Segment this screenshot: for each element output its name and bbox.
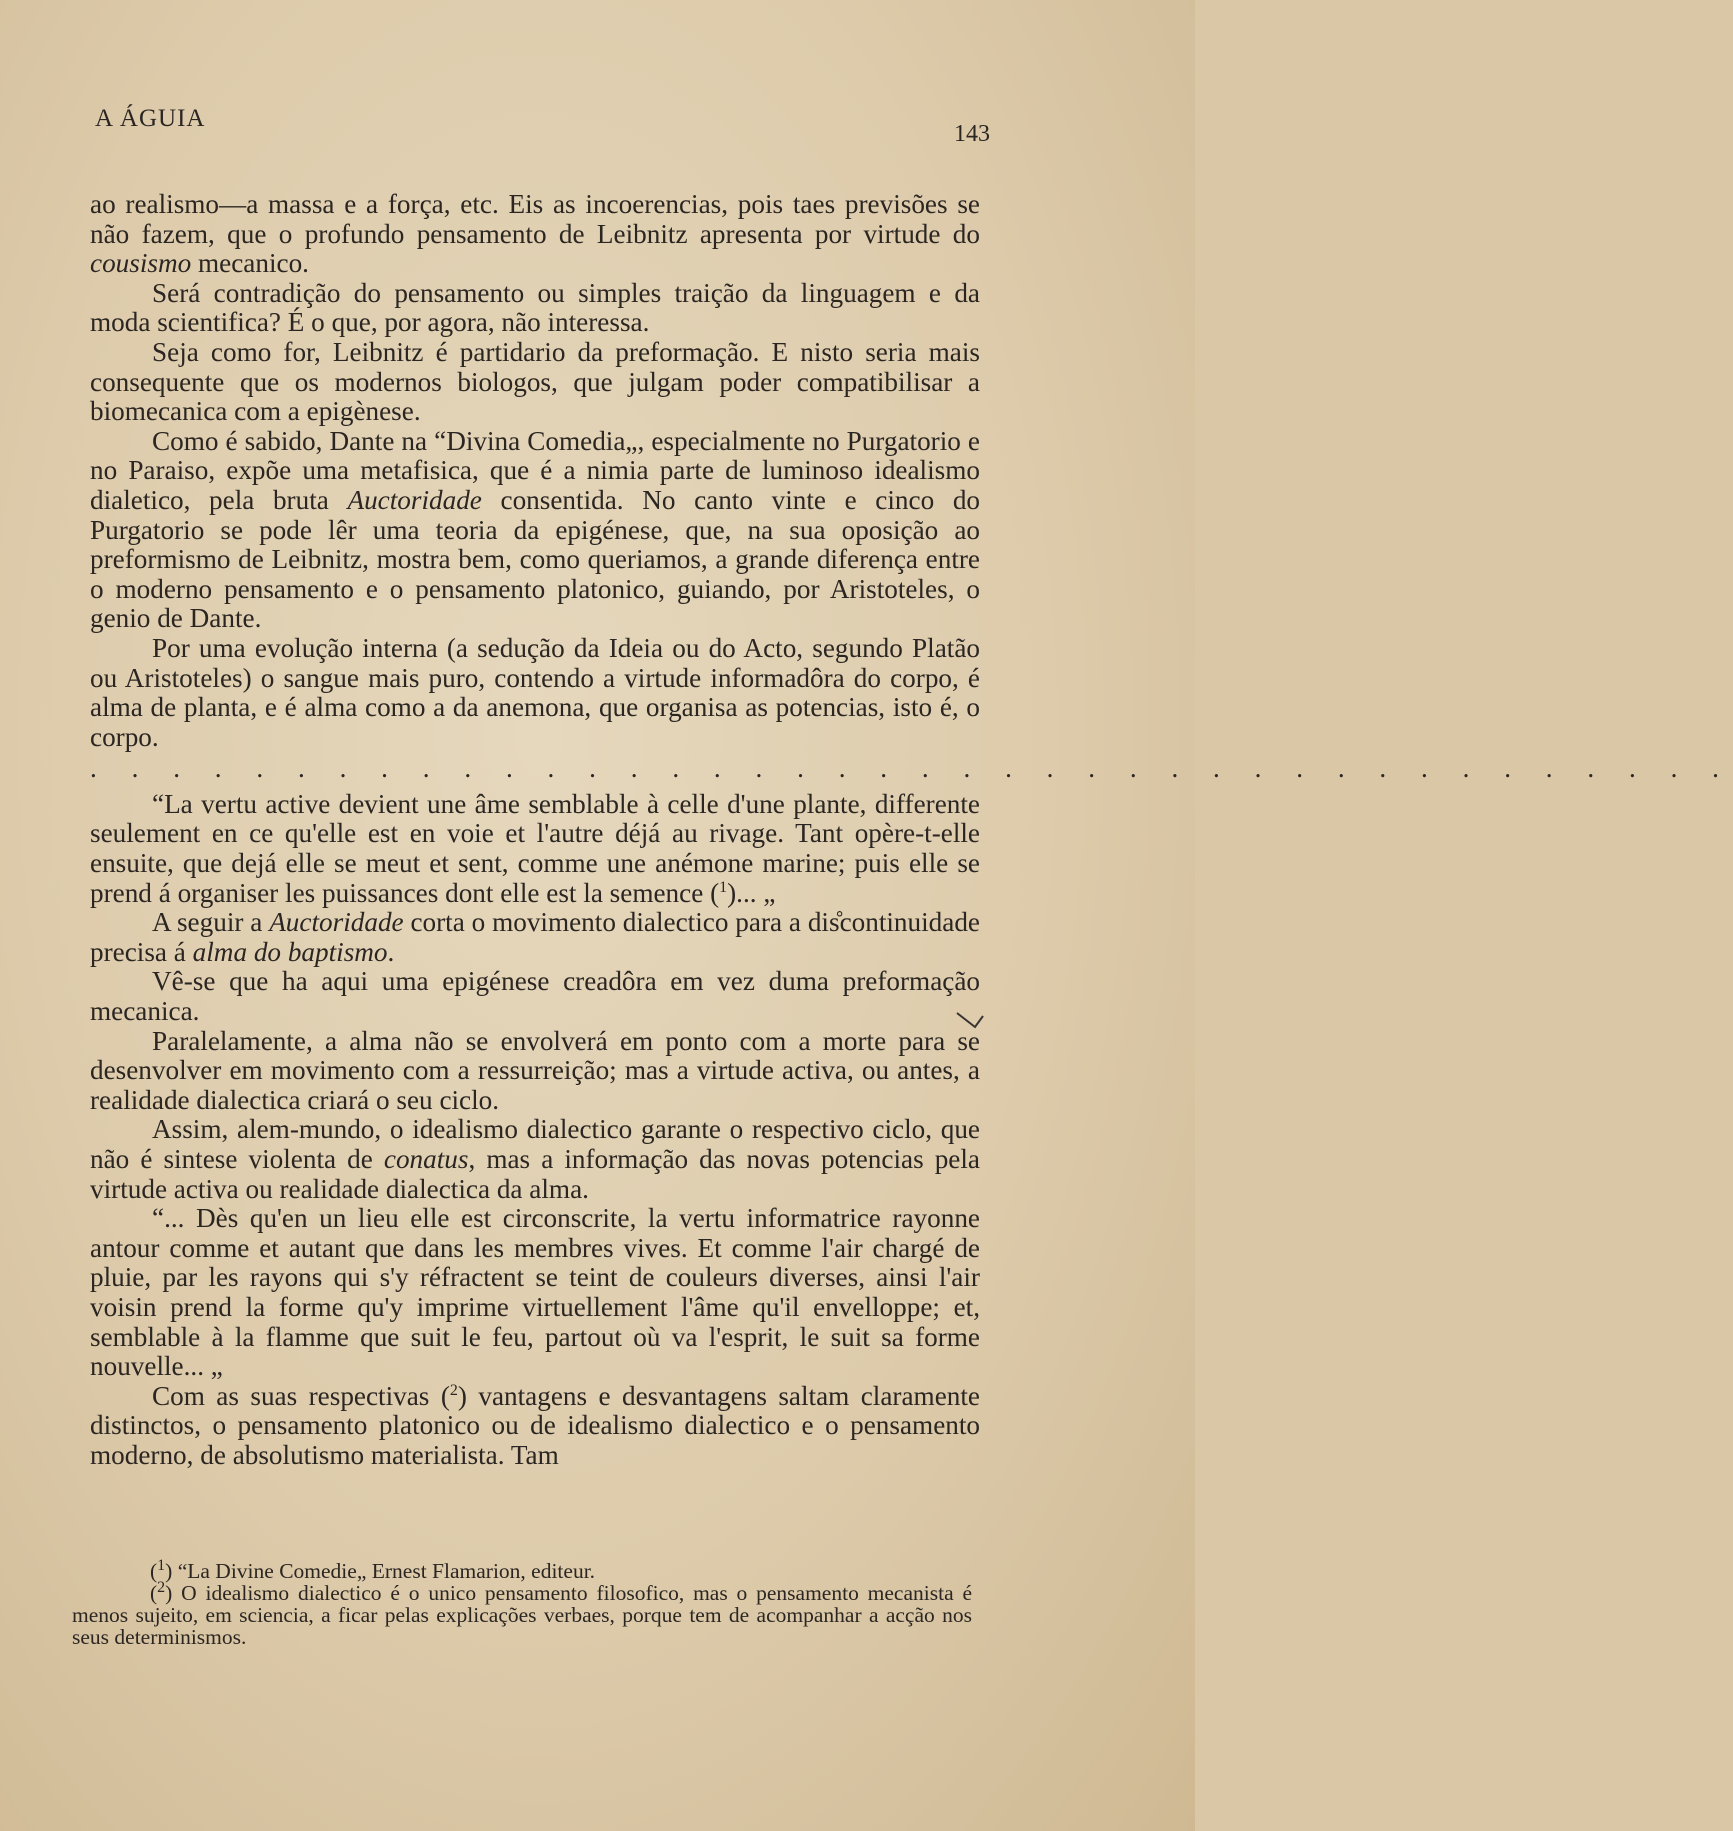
paragraph: Paralelamente, a alma não se envolverá em ponto com a morte para se desenvolver em movimento com a ressurreição; mas a virtude activa, ou antes, a realidade dialectica criará o seu ciclo. xyxy=(90,1025,980,1115)
quote-paragraph: “La vertu active devient une âme semblable à celle d'une plante, differente seulement en ce qu'elle est en voie et l'autre déjá au rivage. Tant opère-t-elle ensuite, que dejá elle se meut et sent, comme une anémone marine; puis elle se prend á organiser les puissances dont elle est la semence ($^1$)... „ xyxy=(90,788,980,908)
paragraph: Assim, alem-mundo, o idealismo dialectico garante o respectivo ciclo, que não é sintese violenta de conatus, mas a informação das novas potencias pela virtude activa ou realidade dialectica da alma. xyxy=(90,1114,980,1204)
page-header xyxy=(95,105,990,145)
pencil-check-mark-icon xyxy=(955,1010,985,1030)
paragraph: Seja como for, Leibnitz é partidario da preformação. E nisto seria mais consequente que os modernos biologos, que julgam poder compatibilisar a biomecanica com a epigènese. xyxy=(90,336,980,427)
paragraph: ao realismo—a massa e a força, etc. Eis as incoerencias, pois taes previsões se não fazem, que o profundo pensamento de Leibnitz apresenta por virtude do cousismo mecanico. xyxy=(90,189,980,279)
ellipsis-separator: . . . . . . . . . . . . . . . . . . . . . . . . . . . . . . . . . . . . . . . . xyxy=(90,753,1733,784)
paragraph: Com as suas respectivas ($^2$) vantagens e desvantagens saltam claramente distinctos, o pensamento platonico ou de idealismo dialectico e o pensamento moderno, de absolutismo materialista. Tam xyxy=(90,1380,980,1470)
paragraph: Como é sabido, Dante na “Divina Comedia„, especialmente no Purgatorio e no Paraiso, expõe uma metafisica, que é a nimia parte de luminoso idealismo dialetico, pela bruta Auctoridade consentida. No canto vinte e cinco do Purgatorio se pode lêr uma teoria da epigénese, que, na sua oposição ao preformismo de Leibnitz, mostra bem, como queriamos, a grande diferença entre o moderno pensamento e o pensamento platonico, guiando, por Aristoteles, o genio de Dante. xyxy=(90,425,981,634)
body-text xyxy=(90,189,1733,1471)
footnote: ($^1$) “La Divine Comedie„ Ernest Flamarion, editeur. xyxy=(150,1556,596,1583)
paragraph: Será contradição do pensamento ou simples traição da linguagem e da moda scientifica? É o que, por agora, não interessa. xyxy=(90,277,980,338)
paragraph: A seguir a Auctoridade corta o movimento dialectico para a dis̊continuidade precisa á alma do baptismo. xyxy=(90,907,980,967)
footnote-ref: 1 xyxy=(719,878,728,896)
quote-paragraph: “... Dès qu'en un lieu elle est circonscrite, la vertu informatrice rayonne antour comme et autant que dans les membres vives. Et comme l'air chargé de pluie, par les rayons qui s'y réfractent se teint de couleurs diverses, ainsi l'air voisin prend la forme qu'y imprime virtuellement l'âme qu'il envelloppe; et, semblable à la flamme que suit le feu, partout où va l'esprit, le suit sa forme nouvelle... „ xyxy=(90,1203,980,1382)
running-title: A ÁGUIA xyxy=(95,105,206,132)
footnote-ref: 2 xyxy=(449,1381,458,1399)
footnotes xyxy=(72,1556,972,1649)
footnote: ($^2$) O idealismo dialectico é o unico pensamento filosofico, mas o pensamento mecanista é menos sujeito, em sciencia, a ficar pelas explicações verbaes, porque tem de acompanhar a acção nos seus determinismos. xyxy=(72,1578,972,1649)
paragraph: Por uma evolução interna (a sedução da Ideia ou do Acto, segundo Platão ou Aristoteles) o sangue mais puro, contendo a virtude informadôra do corpo, é alma de planta, e é alma como a da anemona, que organisa as potencias, isto é, o corpo. xyxy=(90,632,980,752)
paragraph: Vê-se que ha aqui uma epigénese creadôra em vez duma preformação mecanica. xyxy=(90,966,980,1027)
page-number: 143 xyxy=(954,121,990,147)
